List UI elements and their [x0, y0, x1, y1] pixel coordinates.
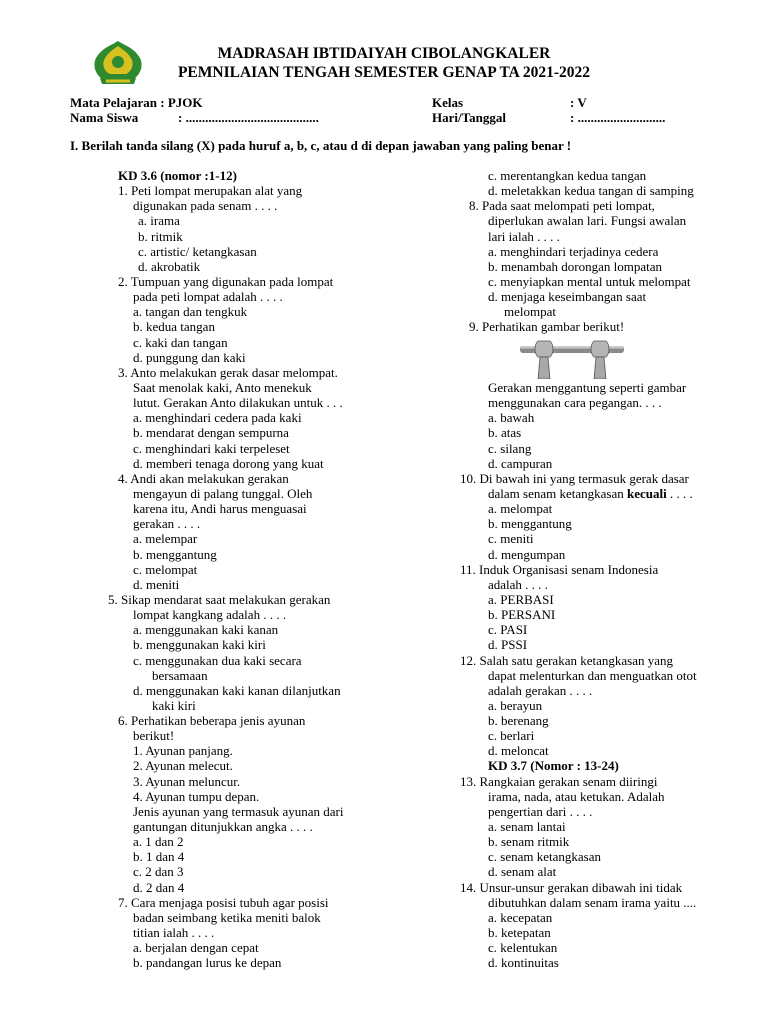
- line-text: c. kaki dan tangan: [133, 334, 228, 350]
- line-text: c. artistic/ ketangkasan: [138, 243, 257, 259]
- line-text: c. berlari: [488, 728, 535, 744]
- line-text: Saat menolak kaki, Anto menekuk: [133, 379, 312, 395]
- question-line: [0, 940, 697, 955]
- question-line: [0, 592, 697, 607]
- line-text: c. PASI: [488, 622, 528, 638]
- line-text: 13. Rangkaian gerakan senam diiringi: [460, 773, 658, 789]
- date-field: : ...........................: [570, 110, 666, 125]
- line-text: bersamaan: [152, 667, 208, 683]
- line-text: dalam senam ketangkasan: [488, 485, 627, 501]
- line-text: a. senam lantai: [488, 819, 566, 835]
- question-line: [0, 577, 697, 592]
- line-text: 5. Sikap mendarat saat melakukan gerakan: [108, 591, 331, 607]
- class-value: : V: [570, 95, 587, 110]
- line-text: a. 1 dan 2: [133, 834, 184, 850]
- class-label: Kelas: [432, 95, 464, 110]
- question-line: [0, 425, 697, 440]
- line-text: 4. Ayunan tumpu depan.: [133, 788, 260, 804]
- line-text: b. pandangan lurus ke depan: [133, 955, 282, 971]
- question-line: [0, 834, 697, 849]
- question-line: [0, 319, 697, 334]
- question-line: [0, 804, 697, 819]
- line-text: 3. Anto melakukan gerak dasar melompat.: [118, 364, 338, 380]
- question-line: [0, 880, 697, 895]
- question-line: [0, 925, 697, 940]
- hanging-grip-figure: [520, 337, 624, 379]
- line-text: diperlukan awalan lari. Fungsi awalan: [488, 213, 687, 229]
- question-line: [0, 668, 697, 683]
- line-text: d. meniti: [133, 576, 180, 592]
- line-text: 6. Perhatikan beberapa jenis ayunan: [118, 713, 306, 729]
- line-text: d. kontinuitas: [488, 955, 559, 971]
- question-line: [0, 547, 697, 562]
- line-text: b. ritmik: [138, 228, 183, 244]
- line-text: a. menghindari terjadinya cedera: [488, 243, 659, 259]
- line-text: d. PSSI: [488, 637, 528, 653]
- question-line: [0, 516, 697, 531]
- line-text: b. ketepatan: [488, 925, 551, 941]
- question-line: [0, 864, 697, 879]
- line-text: 14. Unsur-unsur gerakan dibawah ini tidak: [460, 879, 683, 895]
- line-text: b. atas: [488, 425, 522, 441]
- line-text: d. 2 dan 4: [133, 879, 185, 895]
- line-text: dibutuhkan dalam senam irama yaitu ....: [488, 894, 697, 910]
- instruction-text: I. Berilah tanda silang (X) pada huruf a, b, c, atau d di depan jawaban yang paling benar !: [70, 138, 572, 153]
- line-text: d. punggung dan kaki: [133, 349, 246, 365]
- question-line: [0, 758, 697, 773]
- line-text: 12. Salah satu gerakan ketangkasan yang: [460, 652, 673, 668]
- question-line: [0, 289, 697, 304]
- line-text: c. senam ketangkasan: [488, 849, 601, 865]
- question-line: [0, 683, 697, 698]
- line-text: melompat: [504, 304, 556, 320]
- line-text: b. kedua tangan: [133, 319, 215, 335]
- line-text: kaki kiri: [152, 697, 196, 713]
- line-text: c. melompat: [133, 561, 198, 577]
- line-text: digunakan pada senam . . . .: [133, 198, 278, 214]
- question-line: [0, 698, 697, 713]
- line-text: 11. Induk Organisasi senam Indonesia: [460, 561, 659, 577]
- line-text: c. menggunakan dua kaki secara: [133, 652, 302, 668]
- line-text: KD 3.6 (nomor :1-12): [118, 168, 237, 183]
- line-text: a. bawah: [488, 410, 535, 426]
- line-text: c. meniti: [488, 531, 534, 547]
- line-text: irama, nada, atau ketukan. Adalah: [488, 788, 665, 804]
- line-text: 10. Di bawah ini yang termasuk gerak dasar: [460, 470, 689, 486]
- line-text: gerakan . . . .: [133, 516, 201, 532]
- line-text: dapat melenturkan dan menguatkan otot: [488, 667, 697, 683]
- name-field: : .........................................: [178, 110, 319, 125]
- line-text: karena itu, Andi harus menguasai: [133, 501, 307, 517]
- line-text: b. menambah dorongan lompatan: [488, 258, 663, 274]
- line-text: b. 1 dan 4: [133, 849, 185, 865]
- question-line: [0, 259, 697, 274]
- date-label: Hari/Tanggal: [432, 110, 506, 125]
- line-text: 1. Ayunan panjang.: [133, 743, 233, 759]
- line-text: a. irama: [138, 213, 180, 229]
- line-text: c. kelentukan: [488, 940, 558, 956]
- line-text: a. menghindari cedera pada kaki: [133, 410, 302, 426]
- line-text: d. campuran: [488, 455, 553, 471]
- line-text: Gerakan menggantung seperti gambar: [488, 379, 687, 395]
- question-line: [0, 743, 697, 758]
- question-line: [0, 653, 697, 668]
- line-text: a. berayun: [488, 697, 543, 713]
- line-text: pengertian dari . . . .: [488, 803, 593, 819]
- question-line: [0, 607, 697, 622]
- question-line: [0, 789, 697, 804]
- line-text: adalah . . . .: [488, 576, 548, 592]
- line-text: b. menggantung: [488, 516, 572, 532]
- line-text: 2. Tumpuan yang digunakan pada lompat: [118, 273, 334, 289]
- line-text: gantungan ditunjukkan angka . . . .: [133, 819, 313, 835]
- question-line: [0, 728, 697, 743]
- line-text-tail: . . . .: [666, 485, 693, 501]
- line-text: a. melempar: [133, 531, 198, 547]
- question-line: [0, 198, 697, 213]
- line-text: a. kecepatan: [488, 909, 553, 925]
- line-text: b. berenang: [488, 713, 549, 729]
- line-text: c. merentangkan kedua tangan: [488, 168, 647, 183]
- line-text: b. mendarat dengan sempurna: [133, 425, 289, 441]
- question-line: [0, 380, 697, 395]
- line-text: a. berjalan dengan cepat: [133, 940, 259, 956]
- line-text: 4. Andi akan melakukan gerakan: [118, 470, 289, 486]
- line-text: Jenis ayunan yang termasuk ayunan dari: [133, 803, 344, 819]
- line-text: b. PERSANI: [488, 607, 556, 623]
- line-text: 9. Perhatikan gambar berikut!: [469, 319, 625, 335]
- line-text: a. menggunakan kaki kanan: [133, 622, 279, 638]
- school-name: MADRASAH IBTIDAIYAH CIBOLANGKALER: [217, 45, 551, 62]
- line-text: 8. Pada saat melompati peti lompat,: [469, 198, 655, 214]
- name-label: Nama Siswa: [70, 110, 139, 125]
- line-text: 2. Ayunan melecut.: [133, 758, 233, 774]
- exam-title: PEMNILAIAN TENGAH SEMESTER GENAP TA 2021-2022: [177, 64, 591, 81]
- right-question-column: [0, 168, 697, 970]
- line-text: lutut. Gerakan Anto dilakukan untuk . . .: [133, 395, 343, 411]
- question-line: [0, 531, 697, 546]
- question-line: [0, 774, 697, 789]
- line-text: mengayun di palang tunggal. Oleh: [133, 485, 313, 501]
- line-text: a. melompat: [488, 501, 553, 517]
- line-text: d. menggunakan kaki kanan dilanjutkan: [133, 682, 341, 698]
- line-text: d. menjaga keseimbangan saat: [488, 289, 647, 305]
- line-text: c. menyiapkan mental untuk melompat: [488, 273, 691, 289]
- question-line: [0, 183, 697, 198]
- question-line: [0, 410, 697, 425]
- line-text: b. menggantung: [133, 546, 217, 562]
- question-line: [0, 819, 697, 834]
- line-text: lari ialah . . . .: [488, 228, 560, 244]
- line-text: lompat kangkang adalah . . . .: [133, 607, 287, 623]
- question-line: [0, 637, 697, 652]
- question-line: [0, 213, 697, 228]
- line-text: d. mengumpan: [488, 546, 566, 562]
- line-text: d. meletakkan kedua tangan di samping: [488, 183, 694, 199]
- question-line: [0, 274, 697, 289]
- question-line: [0, 304, 697, 319]
- line-text: berikut!: [133, 728, 175, 744]
- line-text: c. menghindari kaki terpeleset: [133, 440, 290, 456]
- line-text: titian ialah . . . .: [133, 925, 215, 941]
- line-text: pada peti lompat adalah . . . .: [133, 289, 283, 305]
- question-line: [0, 486, 697, 501]
- question-line: [0, 955, 697, 970]
- line-text: d. meloncat: [488, 743, 549, 759]
- line-text: 1. Peti lompat merupakan alat yang: [118, 183, 303, 199]
- line-text: a. tangan dan tengkuk: [133, 304, 248, 320]
- line-text: a. PERBASI: [488, 591, 554, 607]
- document-header: [0, 44, 768, 82]
- line-text: c. 2 dan 3: [133, 864, 184, 880]
- line-text: d. memberi tenaga dorong yang kuat: [133, 455, 324, 471]
- line-text: KD 3.7 (Nomor : 13-24): [488, 758, 619, 774]
- question-line: [0, 895, 697, 910]
- question-line: [0, 713, 697, 728]
- question-line: [0, 244, 697, 259]
- line-text: c. silang: [488, 440, 532, 456]
- subject-label: Mata Pelajaran : PJOK: [70, 95, 203, 110]
- question-line: [0, 622, 697, 637]
- line-text: 7. Cara menjaga posisi tubuh agar posisi: [118, 894, 329, 910]
- question-line: [0, 471, 697, 486]
- question-line: [0, 562, 697, 577]
- emphasis-text: kecuali: [626, 485, 667, 501]
- question-line: [0, 910, 697, 925]
- question-line: [0, 501, 697, 516]
- line-text: 3. Ayunan meluncur.: [133, 773, 241, 789]
- line-text: menggunakan cara pegangan. . . .: [488, 395, 662, 411]
- question-line: [0, 168, 697, 183]
- line-text: badan seimbang ketika meniti balok: [133, 909, 321, 925]
- question-line: [0, 229, 697, 244]
- line-text: d. senam alat: [488, 864, 557, 880]
- question-line: [0, 849, 697, 864]
- question-line: [0, 456, 697, 471]
- question-line: [0, 441, 697, 456]
- question-line: [0, 395, 697, 410]
- line-text: b. menggunakan kaki kiri: [133, 637, 266, 653]
- line-text: adalah gerakan . . . .: [488, 682, 593, 698]
- line-text: d. akrobatik: [138, 258, 201, 274]
- line-text: b. senam ritmik: [488, 834, 570, 850]
